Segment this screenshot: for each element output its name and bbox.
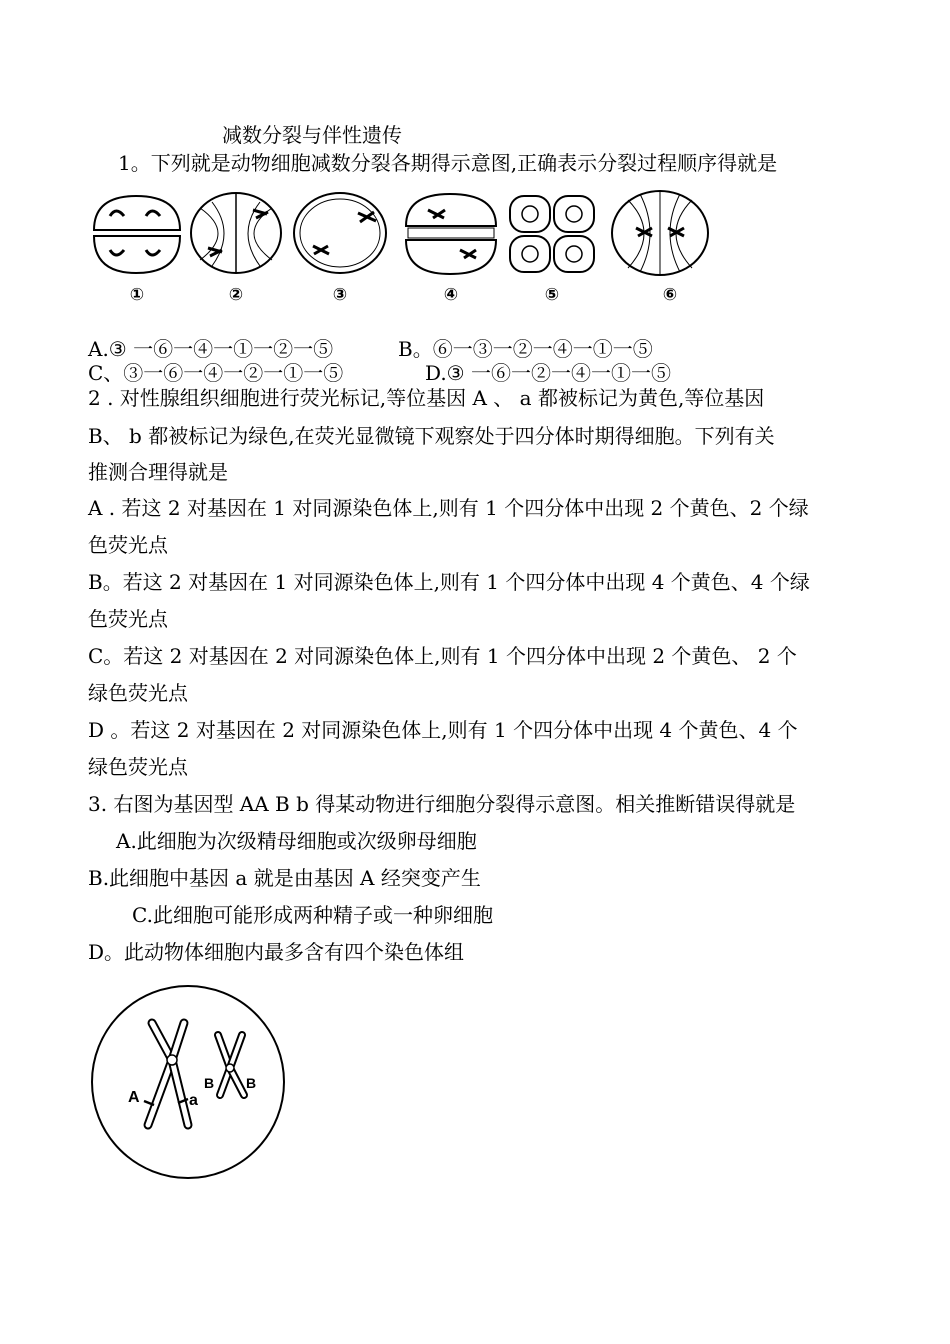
q2-option-c-line-1: C。若这 2 对基因在 2 对同源染色体上,则有 1 个四分体中出现 2 个黄色、 2 个 — [88, 644, 797, 668]
gene-label-B-right: B — [246, 1075, 257, 1091]
q2-stem-line-3: 推测合理得就是 — [88, 460, 228, 484]
q3-option-c: C.此细胞可能形成两种精子或一种卵细胞 — [132, 903, 493, 927]
q3-stem: 3. 右图为基因型 AA B b 得某动物进行细胞分裂得示意图。相关推断错误得就是 — [88, 792, 796, 816]
cell-4-drawing — [406, 194, 496, 274]
figure-label-6: ⑥ — [662, 285, 678, 305]
q3-option-d: D。此动物体细胞内最多含有四个染色体组 — [88, 940, 465, 964]
cell-1-drawing — [94, 196, 180, 273]
q2-option-b-line-2: 色荧光点 — [88, 607, 168, 631]
q1-option-d: D.③ 一⑥一②一④一①一⑤ — [425, 361, 671, 385]
q3-cell-diagram — [88, 985, 288, 1180]
cell-6-drawing — [612, 191, 708, 275]
gene-label-a: a — [189, 1092, 198, 1109]
cell-division-drawings — [88, 188, 718, 283]
figure-label-4: ④ — [443, 285, 459, 305]
q2-option-c-line-2: 绿色荧光点 — [88, 681, 188, 705]
q2-option-b-line-1: B。若这 2 对基因在 1 对同源染色体上,则有 1 个四分体中出现 4 个黄色、4 个绿 — [88, 570, 810, 594]
cell-2-drawing — [191, 193, 281, 273]
q2-stem-line-2: B、 b 都被标记为绿色,在荧光显微镜下观察处于四分体时期得细胞。下列有关 — [88, 424, 775, 448]
q2-option-a-line-2: 色荧光点 — [88, 533, 168, 557]
gene-label-A: A — [128, 1089, 140, 1106]
q2-option-d-line-1: D 。若这 2 对基因在 2 对同源染色体上,则有 1 个四分体中出现 4 个黄色、4 个 — [88, 718, 798, 742]
q3-option-b: B.此细胞中基因 a 就是由基因 A 经突变产生 — [88, 866, 481, 890]
page-title: 减数分裂与伴性遗传 — [222, 123, 402, 147]
q2-stem-line-1: 2 . 对性腺组织细胞进行荧光标记,等位基因 A 、 a 都被标记为黄色,等位基因 — [88, 386, 765, 410]
q1-option-b: B。⑥一③一②一④一①一⑤ — [398, 337, 653, 361]
q1-cell-diagrams — [88, 188, 718, 313]
figure-label-3: ③ — [332, 285, 348, 305]
cell-chromosome-drawing — [88, 985, 288, 1180]
figure-label-5: ⑤ — [544, 285, 560, 305]
figure-label-2: ② — [228, 285, 244, 305]
cell-5-drawing — [510, 196, 594, 272]
q1-option-a: A.③ 一⑥一④一①一②一⑤ — [88, 337, 334, 361]
q1-option-c: C、③一⑥一④一②一①一⑤ — [88, 361, 344, 385]
q2-option-a-line-1: A . 若这 2 对基因在 1 对同源染色体上,则有 1 个四分体中出现 2 个黄色、2 个绿 — [88, 496, 809, 520]
q2-option-d-line-2: 绿色荧光点 — [88, 755, 188, 779]
q1-stem: 1。下列就是动物细胞减数分裂各期得示意图,正确表示分裂过程顺序得就是 — [118, 151, 778, 175]
cell-3-drawing — [294, 193, 386, 273]
gene-label-B-left: B — [204, 1075, 215, 1091]
q3-option-a: A.此细胞为次级精母细胞或次级卵母细胞 — [116, 829, 477, 853]
figure-label-1: ① — [129, 285, 145, 305]
